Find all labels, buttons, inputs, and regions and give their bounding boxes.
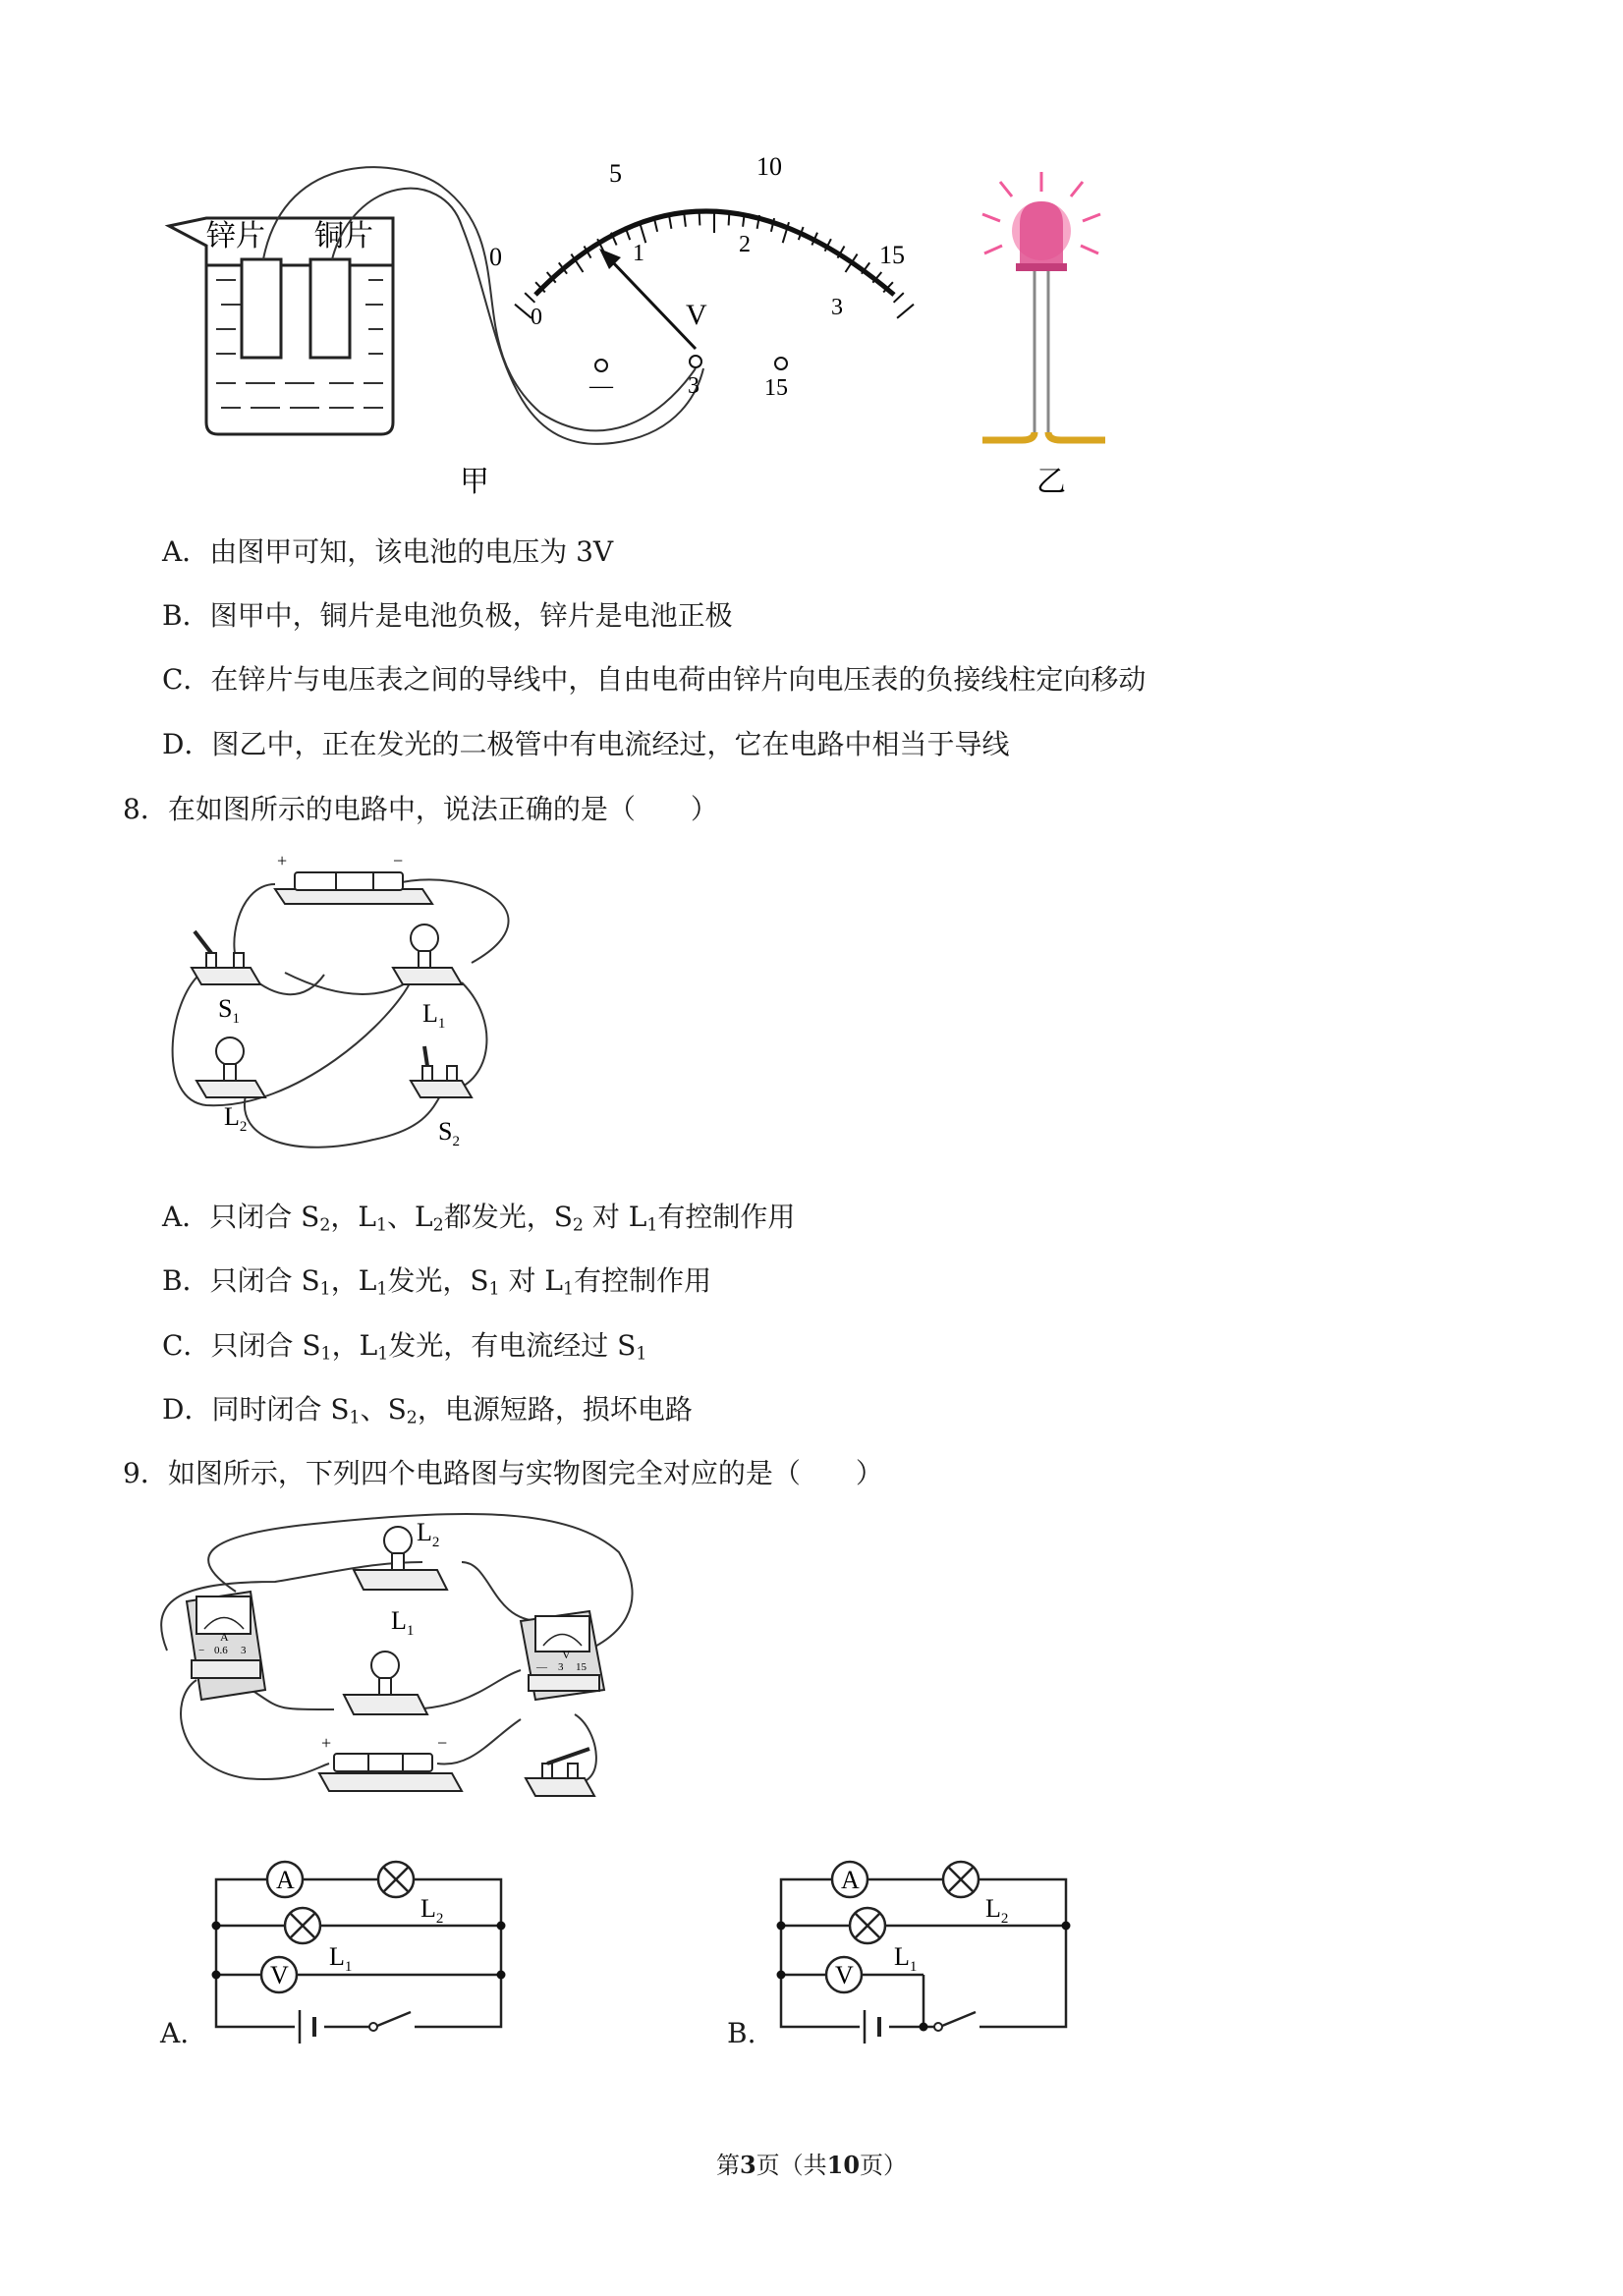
q8-battery-minus: − xyxy=(393,851,404,870)
q8-battery-plus: + xyxy=(277,851,288,870)
q8-option-d: D．同时闭合 $S_1$、$S_2$，电源短路，损坏电路 xyxy=(162,1393,693,1428)
footer-page-number: 3 xyxy=(739,2151,756,2179)
q9-battery-plus: + xyxy=(321,1733,332,1753)
q9-lamp-l1 xyxy=(344,1652,427,1714)
copper-plate xyxy=(310,259,350,358)
schematic-a-label-l2: $L_2$ xyxy=(420,1894,444,1927)
q9-label-l1: $L_1$ xyxy=(391,1606,415,1639)
q8-option-c: C．只闭合 $S_1$，$L_1$发光，有电流经过 $S_1$ xyxy=(162,1329,647,1365)
schematic-a-lamp-l1 xyxy=(285,1908,320,1943)
meter-symbol: V xyxy=(686,299,707,331)
q9-ammeter-label: A xyxy=(220,1630,229,1644)
dial-tick xyxy=(729,211,730,225)
terminal-3 xyxy=(690,356,701,367)
terminal-label-neg: — xyxy=(589,373,613,399)
q8-label-s1: $S_1$ xyxy=(218,994,240,1027)
dial-tick xyxy=(684,213,686,227)
q7-option-c: C．在锌片与电压表之间的导线中，自由电荷由锌片向电压表的负接线柱定向移动 xyxy=(162,663,1147,696)
q8-label-l1: $L_1$ xyxy=(422,999,446,1032)
q7-option-d: D．图乙中，正在发光的二极管中有电流经过，它在电路中相当于导线 xyxy=(162,728,1010,760)
q9-voltmeter-device xyxy=(521,1611,604,1700)
led-lead-left xyxy=(982,432,1035,440)
schematic-b-lamp-l1 xyxy=(850,1908,885,1943)
copper-label: 铜片 xyxy=(314,219,373,253)
q8-option-b: B．只闭合 $S_1$，$L_1$发光，$S_1$ 对 $L_1$有控制作用 xyxy=(162,1264,712,1300)
q8-battery xyxy=(275,851,432,904)
q8-switch-s2 xyxy=(411,1046,472,1097)
schematic-a xyxy=(206,1855,521,2051)
schematic-b-letter: B. xyxy=(727,2017,756,2049)
q9-voltmeter-label: V xyxy=(562,1648,571,1661)
caption-yi: 乙 xyxy=(1036,465,1066,499)
caption-jia: 甲 xyxy=(460,465,489,499)
q9-stem: 9．如图所示，下列四个电路图与实物图完全对应的是（ ） xyxy=(123,1457,883,1489)
q9-voltmeter-scale-15: 15 xyxy=(576,1661,587,1673)
q9-label-l2: $L_2$ xyxy=(417,1518,440,1550)
q7-option-b: B．图甲中，铜片是电池负极，锌片是电池正极 xyxy=(162,599,733,632)
q9-ammeter-scale-06: 0.6 xyxy=(214,1645,228,1656)
inner-tick-2: 2 xyxy=(739,232,751,257)
inner-tick-1: 1 xyxy=(633,241,644,266)
schematic-a-letter: A. xyxy=(160,2017,190,2049)
schematic-b-battery xyxy=(860,2010,889,2044)
page-footer xyxy=(0,2146,1623,2180)
schematic-a-lamp-l2 xyxy=(378,1862,414,1897)
schematic-b xyxy=(771,1855,1086,2051)
schematic-a-voltmeter-label: V xyxy=(270,1961,289,1989)
schematic-b-label-l1: $L_1$ xyxy=(894,1942,918,1975)
dial-tick xyxy=(525,293,534,303)
footer-suffix: 页） xyxy=(860,2152,908,2179)
schematic-b-voltmeter-label: V xyxy=(835,1961,854,1989)
q8-switch-s1 xyxy=(192,931,260,984)
inner-tick-3: 3 xyxy=(831,295,843,320)
q8-label-s2: $S_2$ xyxy=(438,1117,460,1149)
q9-voltmeter-scale-3: 3 xyxy=(558,1661,564,1673)
outer-tick-5: 5 xyxy=(609,159,622,188)
needle xyxy=(609,258,696,349)
dial-tick xyxy=(515,305,532,318)
inner-tick-0: 0 xyxy=(531,305,542,330)
q7-option-a: A．由图甲可知，该电池的电压为 3V xyxy=(162,535,614,568)
q9-battery-minus: − xyxy=(437,1733,448,1753)
terminal-15 xyxy=(775,358,787,369)
schematic-b-switch xyxy=(934,2012,979,2042)
dial-tick xyxy=(669,215,671,229)
footer-prefix: 第 xyxy=(715,2152,740,2179)
schematic-b-label-l2: $L_2$ xyxy=(985,1894,1009,1927)
schematic-a-label-l1: $L_1$ xyxy=(329,1942,353,1975)
dial-tick xyxy=(894,293,904,303)
footer-middle: 页（共 xyxy=(756,2152,827,2179)
q9-ammeter-scale-3: 3 xyxy=(241,1645,247,1656)
zinc-label: 锌片 xyxy=(206,219,265,253)
voltmeter-dial xyxy=(489,152,914,401)
led-lead-right xyxy=(1048,432,1105,440)
outer-tick-0: 0 xyxy=(489,243,502,271)
terminal-negative xyxy=(595,360,607,371)
terminal-label-15: 15 xyxy=(764,375,788,401)
q9-ammeter-scale-neg: − xyxy=(198,1645,205,1656)
zinc-plate xyxy=(242,259,281,358)
figure-q9-physical xyxy=(157,1513,648,1837)
schematic-b-lamp-l2 xyxy=(943,1862,979,1897)
led-body xyxy=(1020,201,1063,265)
figure-q8 xyxy=(147,845,540,1169)
schematic-a-battery xyxy=(295,2010,324,2044)
q8-option-a: A．只闭合 $S_2$，$L_1$、$L_2$都发光，$S_2$ 对 $L_1$有控制作用 xyxy=(162,1201,796,1236)
q8-label-l2: $L_2$ xyxy=(224,1102,248,1135)
footer-total-pages: 10 xyxy=(826,2151,861,2179)
q9-switch xyxy=(526,1749,594,1796)
schematic-b-ammeter-label: A xyxy=(841,1866,860,1894)
figure-q7 xyxy=(147,147,1130,501)
dial-tick xyxy=(897,305,914,318)
q9-voltmeter-scale-neg: — xyxy=(536,1661,547,1673)
q9-battery xyxy=(319,1733,462,1791)
q8-lamp-l2 xyxy=(196,1037,265,1097)
q8-stem: 8．在如图所示的电路中，说法正确的是（ ） xyxy=(123,793,718,825)
schematic-a-ammeter-label: A xyxy=(276,1866,295,1894)
terminal-label-3: 3 xyxy=(688,373,700,399)
led-diagram xyxy=(982,172,1105,440)
q9-ammeter-device xyxy=(187,1592,265,1700)
schematic-a-switch xyxy=(369,2012,415,2042)
outer-tick-10: 10 xyxy=(756,152,782,181)
outer-tick-15: 15 xyxy=(879,241,905,269)
q8-lamp-l1 xyxy=(393,924,462,984)
